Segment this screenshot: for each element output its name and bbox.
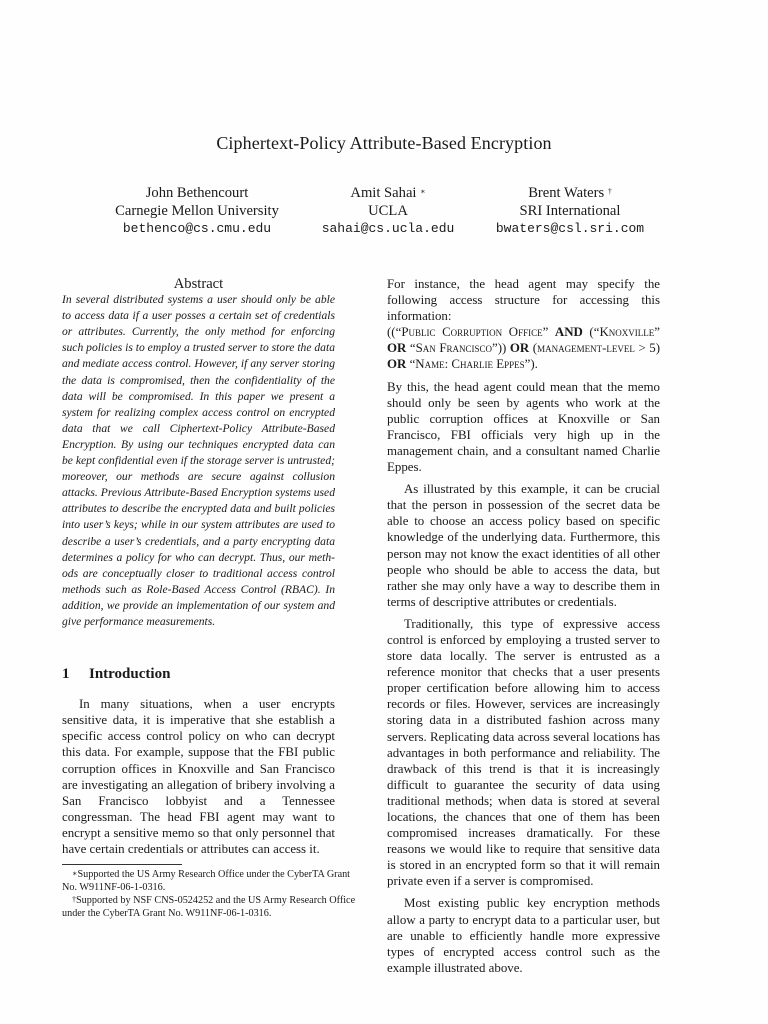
policy-attr-management-level: management-level [537, 341, 635, 356]
intro-paragraph: In many situations, when a user encrypts sensitive data, it is imperative that she establish a specific access control policy on who can decrypt this data. For example, suppose that the FBI public corruption offices in Knoxville and San Francisco are investigating an allegation of bribery involving a San Francisco lobbyist and a Tennessee congressman. The head FBI agent may want to encrypt a sensitive memo so that only personnel that have certain credentials or attributes can access it. [62, 697, 335, 856]
author-name: John Bethencourt [145, 185, 249, 201]
paragraph-traditionally: Traditionally, this type of expressive access control is enforced by employing a trusted server to store data locally. The server is entrusted as a reference monitor that checks that a user presents proper certification before allowing him to access records or files. However, services are increasingly storing data in a distributed fashion across many servers. Replicating data across several locations has advantages in both performance and reliability. The drawback of this trend is that it is increasingly difficult to guarantee the security of data using traditional methods; when data is stored at several locations, the chances that one of them has been compromised increases dramatically. For these reasons we would like to require that sensitive data is stored in an encrypted form so that it will remain private even if a server is compromised. [387, 616, 660, 889]
policy-punct: > 5) [634, 341, 661, 356]
policy-attr-san-francisco: San Francisco [415, 341, 493, 356]
paragraph-most-existing: Most existing public key encryption methods allow a party to encrypt data to a particular user, but are unable to efficiently handle more expressive types of encrypted access control such as the example illustrated above. [387, 896, 660, 975]
footnote-mark: † [72, 895, 76, 904]
left-column [62, 276, 335, 857]
footnote-2 [62, 894, 362, 920]
policy-punct: ” [654, 325, 660, 340]
policy-punct: ”)) [492, 341, 510, 356]
policy-attr-knoxville: Knoxville [599, 325, 655, 340]
section-title: Introduction [89, 666, 171, 683]
access-policy-expression [387, 324, 660, 372]
author-affiliation: SRI International [519, 203, 621, 219]
author-email: bwaters@csl.sri.com [495, 221, 645, 236]
policy-punct: “ [406, 341, 416, 356]
policy-op-or: OR [387, 341, 407, 356]
policy-attr-public-corruption-office: Public Corruption Office [401, 325, 543, 340]
paragraph-as-illustrated: As illustrated by this example, it can be crucial that the person in possession of the secret data be able to choose an access policy based on specific knowledge of the underlying data. Furthermore, this person may not know the exact identities of all other people who should be able to access the data, but rather she may only have a way to describe them in terms of descriptive attributes or credentials. [387, 482, 660, 609]
author-name: Amit Sahai [350, 185, 417, 201]
abstract-text: In several distributed systems a user should only be able to access data if a user posses a certain set of credentials or attributes. Currently, the only method for enforcing such policies is to employ a trusted server to store the data and mediate access control. However, if any server storing the data is compromised, then the confidentiality of the data will be compromised. In this paper we present a system for realizing complex access control on encrypted data that we call Ciphertext-Policy Attribute-Based Encryption. By using our techniques encrypted data can be kept confidential even if the storage server is untrusted; moreover, our methods are secure against collusion attacks. Previous Attribute-Based Encryption systems used attributes to describe the encrypted data and built policies into user’s keys; while in our system attributes are used to describe a user’s credentials, and a party encrypting data determines a policy for who can decrypt. Thus, our methods are conceptually closer to traditional access control methods such as Role-Based Access Control (RBAC). In addition, we provide an implementation of our system and give performance measurements. [62, 293, 335, 628]
author-email: bethenco@cs.cmu.edu [122, 221, 272, 236]
policy-punct: ” [542, 325, 555, 340]
author-affiliation: UCLA [368, 203, 408, 219]
abstract-heading: Abstract [173, 276, 224, 292]
footnote-1 [62, 868, 362, 894]
policy-punct: ( [529, 341, 538, 356]
intro-paragraph-continued [387, 276, 660, 324]
author-waters [483, 184, 657, 238]
author-affiliation: Carnegie Mellon University [115, 203, 279, 219]
footnote-text: Supported by NSF CNS-0524252 and the US Army Research Office under the CyberTA Grant No. W911NF-06-1-0316. [62, 895, 356, 919]
footnote-mark: ∗ [72, 869, 78, 878]
author-sahai [310, 184, 466, 238]
right-column [387, 276, 660, 976]
policy-op-or: OR [509, 341, 530, 356]
section-heading-introduction [62, 666, 335, 682]
footnote-text: Supported the US Army Research Office under the CyberTA Grant No. W911NF-06-1-0316. [62, 869, 351, 893]
author-bethencourt [104, 184, 290, 238]
policy-punct: ((“ [387, 325, 402, 340]
author-email: sahai@cs.ucla.edu [321, 221, 455, 236]
paragraph-by-this: By this, the head agent could mean that the memo should only be seen by agents who work at the public corruption offices at Knoxville or San Francisco, FBI officials very high up in the management chain, and a consultant named Charlie Eppes. [387, 379, 660, 475]
footnote-rule [62, 864, 182, 865]
author-footnote-mark: † [607, 187, 612, 196]
policy-punct: “ [406, 357, 416, 372]
author-name: Brent Waters [528, 185, 605, 201]
paper-title: Ciphertext-Policy Attribute-Based Encryption [216, 133, 552, 153]
policy-op-or: OR [387, 357, 407, 372]
policy-attr-name: Name: Charlie Eppes [415, 357, 525, 372]
policy-punct: ”). [524, 357, 538, 372]
policy-punct: (“ [582, 325, 600, 340]
author-footnote-mark: ∗ [420, 187, 426, 196]
policy-op-and: AND [554, 325, 583, 340]
footnotes [62, 868, 362, 920]
intro-continued-text: For instance, the head agent may specify the following access structure for accessing this information: [387, 277, 660, 324]
section-number: 1 [62, 666, 70, 683]
